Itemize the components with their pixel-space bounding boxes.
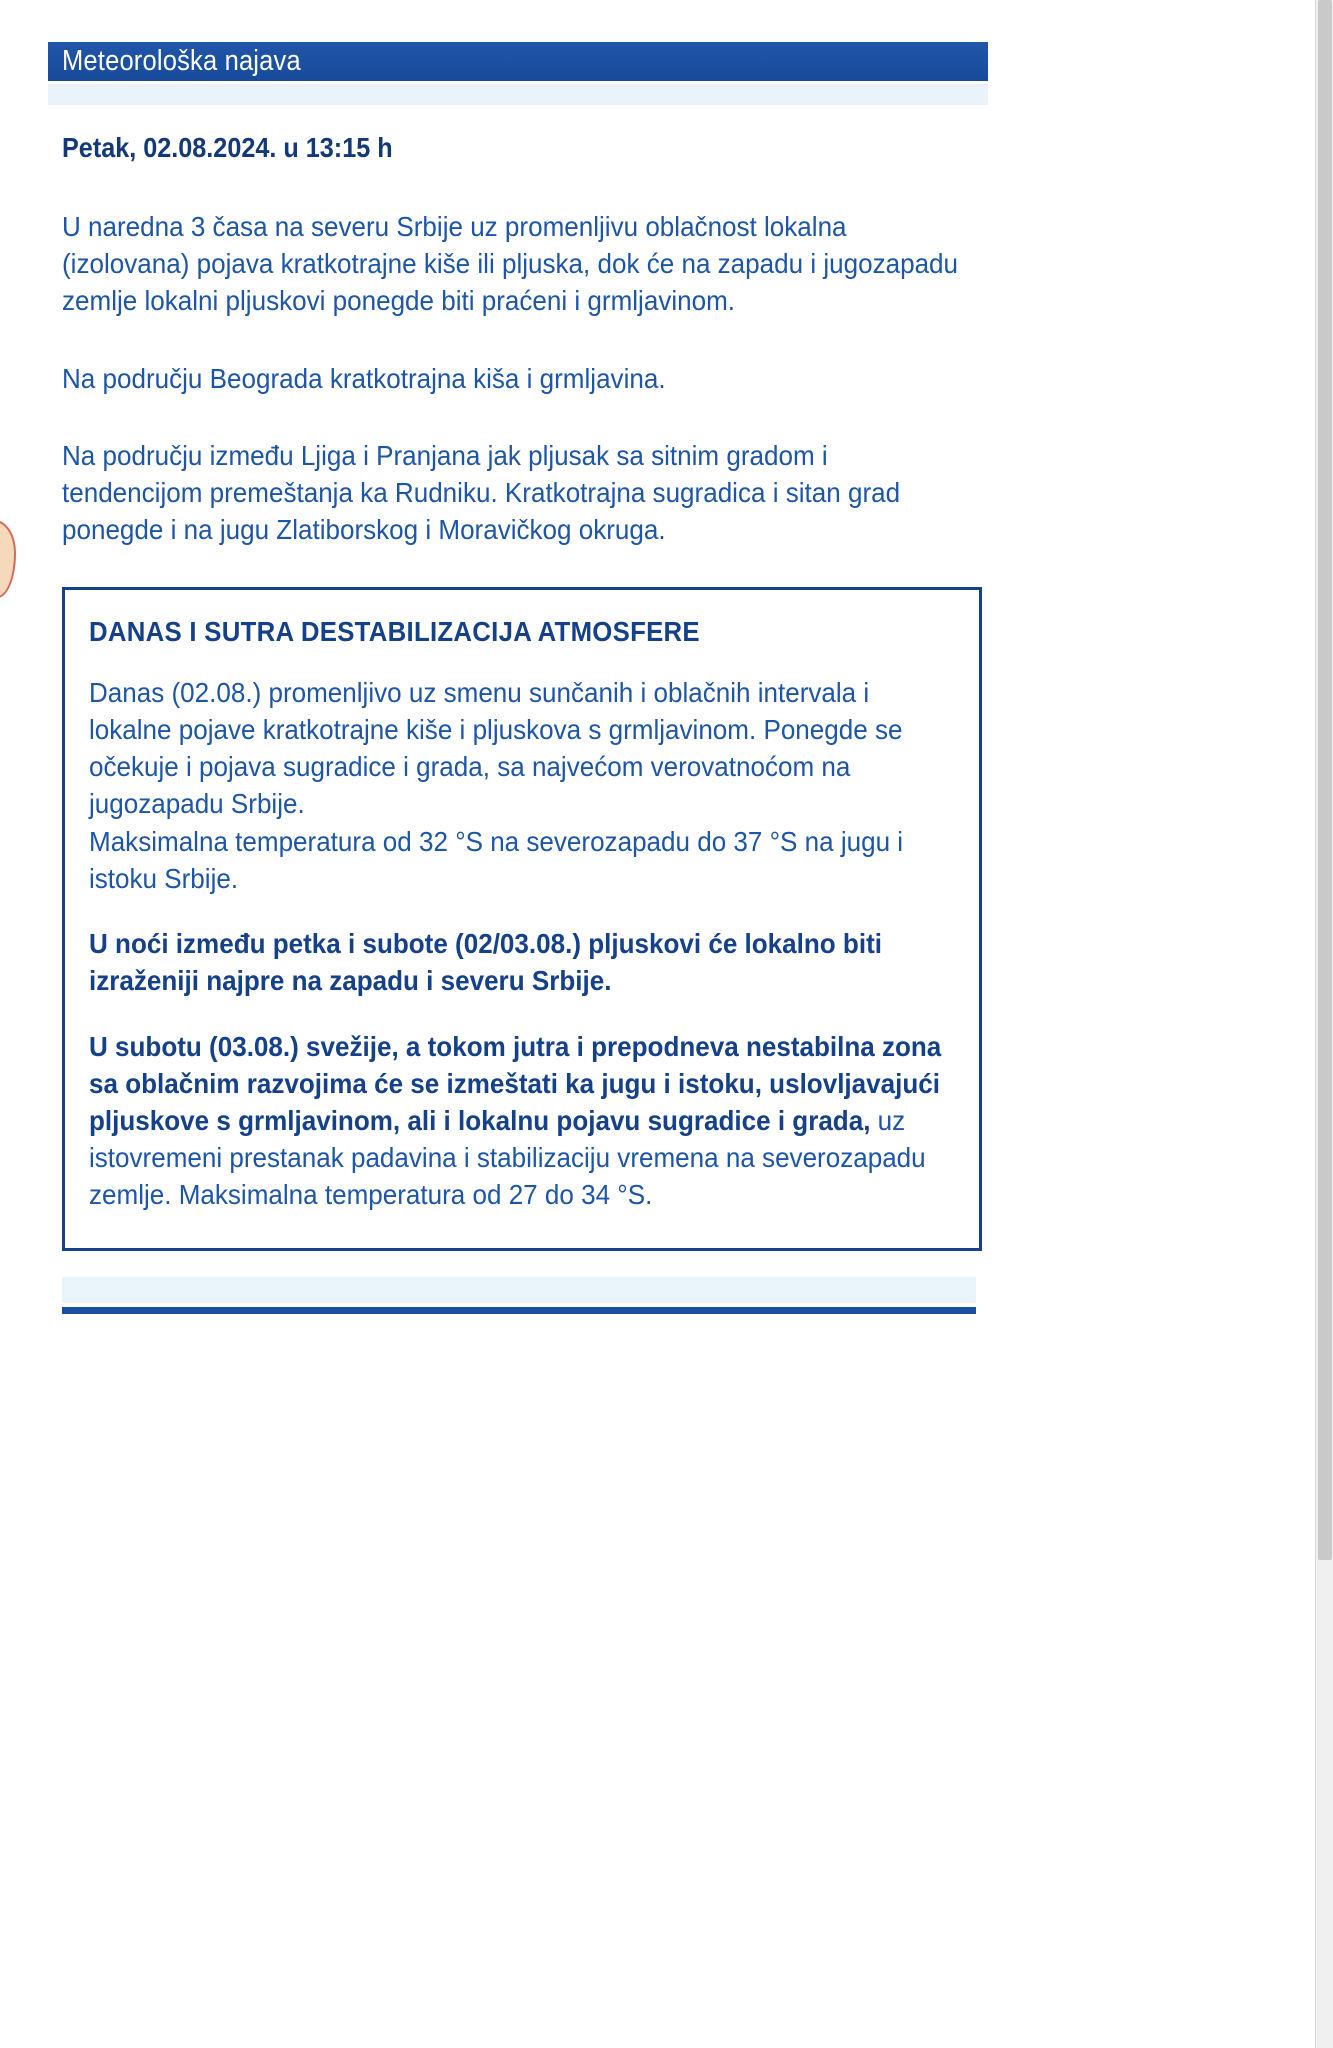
footer-rule (62, 1307, 976, 1314)
report-body (48, 132, 988, 1314)
alert-box-title: DANAS I SUTRA DESTABILIZACIJA ATMOSFERE (89, 615, 700, 647)
header-underline-strip (48, 84, 988, 106)
report-paragraph-3: Na području između Ljiga i Pranjana jak pljusak sa sitnim gradom i tendencijom premeštanja ka Rudniku. Kratkotrajna sugradica i sitan grad ponegde i na jugu Zlatiborskog i Moravičkog okruga. (62, 439, 901, 546)
alert-today-temperature: Maksimalna temperatura od 32 °S na severozapadu do 37 °S na jugu i istoku Srbije. (89, 825, 904, 894)
page-scrollbar[interactable] (1315, 0, 1333, 2048)
report-paragraph-1: U naredna 3 časa na severu Srbije uz promenljivu oblačnost lokalna (izolovana) pojava kratkotrajne kiše ili pljuska, dok će na zapadu i jugozapadu zemlje lokalni pljuskovi ponegde biti praćeni i grmljavinom. (62, 211, 959, 317)
alert-today-text: Danas (02.08.) promenljivo uz smenu sunčanih i oblačnih intervala i lokalne pojave kratkotrajne kiše i pljuskova s grmljavinom. Ponegde se očekuje i pojava sugradice i grada, sa najvećom verovatnoćom na jugozapadu Srbije. (89, 676, 903, 820)
alert-paragraph-saturday (89, 1028, 953, 1214)
scrollbar-thumb[interactable] (1318, 0, 1332, 1560)
report-timestamp: Petak, 02.08.2024. u 13:15 h (62, 132, 393, 163)
alert-saturday-bold: U subotu (03.08.) svežije, a tokom jutra i prepodneva nestabilna zona sa oblačnim razvojima će se izmeštati ka jugu i istoku, uslovljavajući pljuskove s grmljavinom, ali i lokalnu pojavu sugradice i grada, (89, 1030, 942, 1136)
report-paragraph-2: Na području Beograda kratkotrajna kiša i grmljavina. (62, 362, 666, 394)
alert-saturday-regular: uz istovremeni prestanak padavina i stabilizaciju vremena na severozapadu zemlje. Maksimalna temperatura od 27 do 34 °S. (89, 1104, 926, 1211)
alert-paragraph-night: U noći između petka i subote (02/03.08.) pljuskovi će lokalno biti izraženiji najpre na zapadu i severu Srbije. (89, 928, 882, 997)
alert-box (62, 587, 982, 1251)
footer-strip (62, 1277, 976, 1303)
map-fragment-decoration (0, 520, 16, 598)
page-title: Meteorološka najava (62, 45, 301, 77)
content-column (48, 0, 988, 1314)
alert-paragraph-today (89, 674, 953, 897)
page-header-bar (48, 42, 988, 84)
